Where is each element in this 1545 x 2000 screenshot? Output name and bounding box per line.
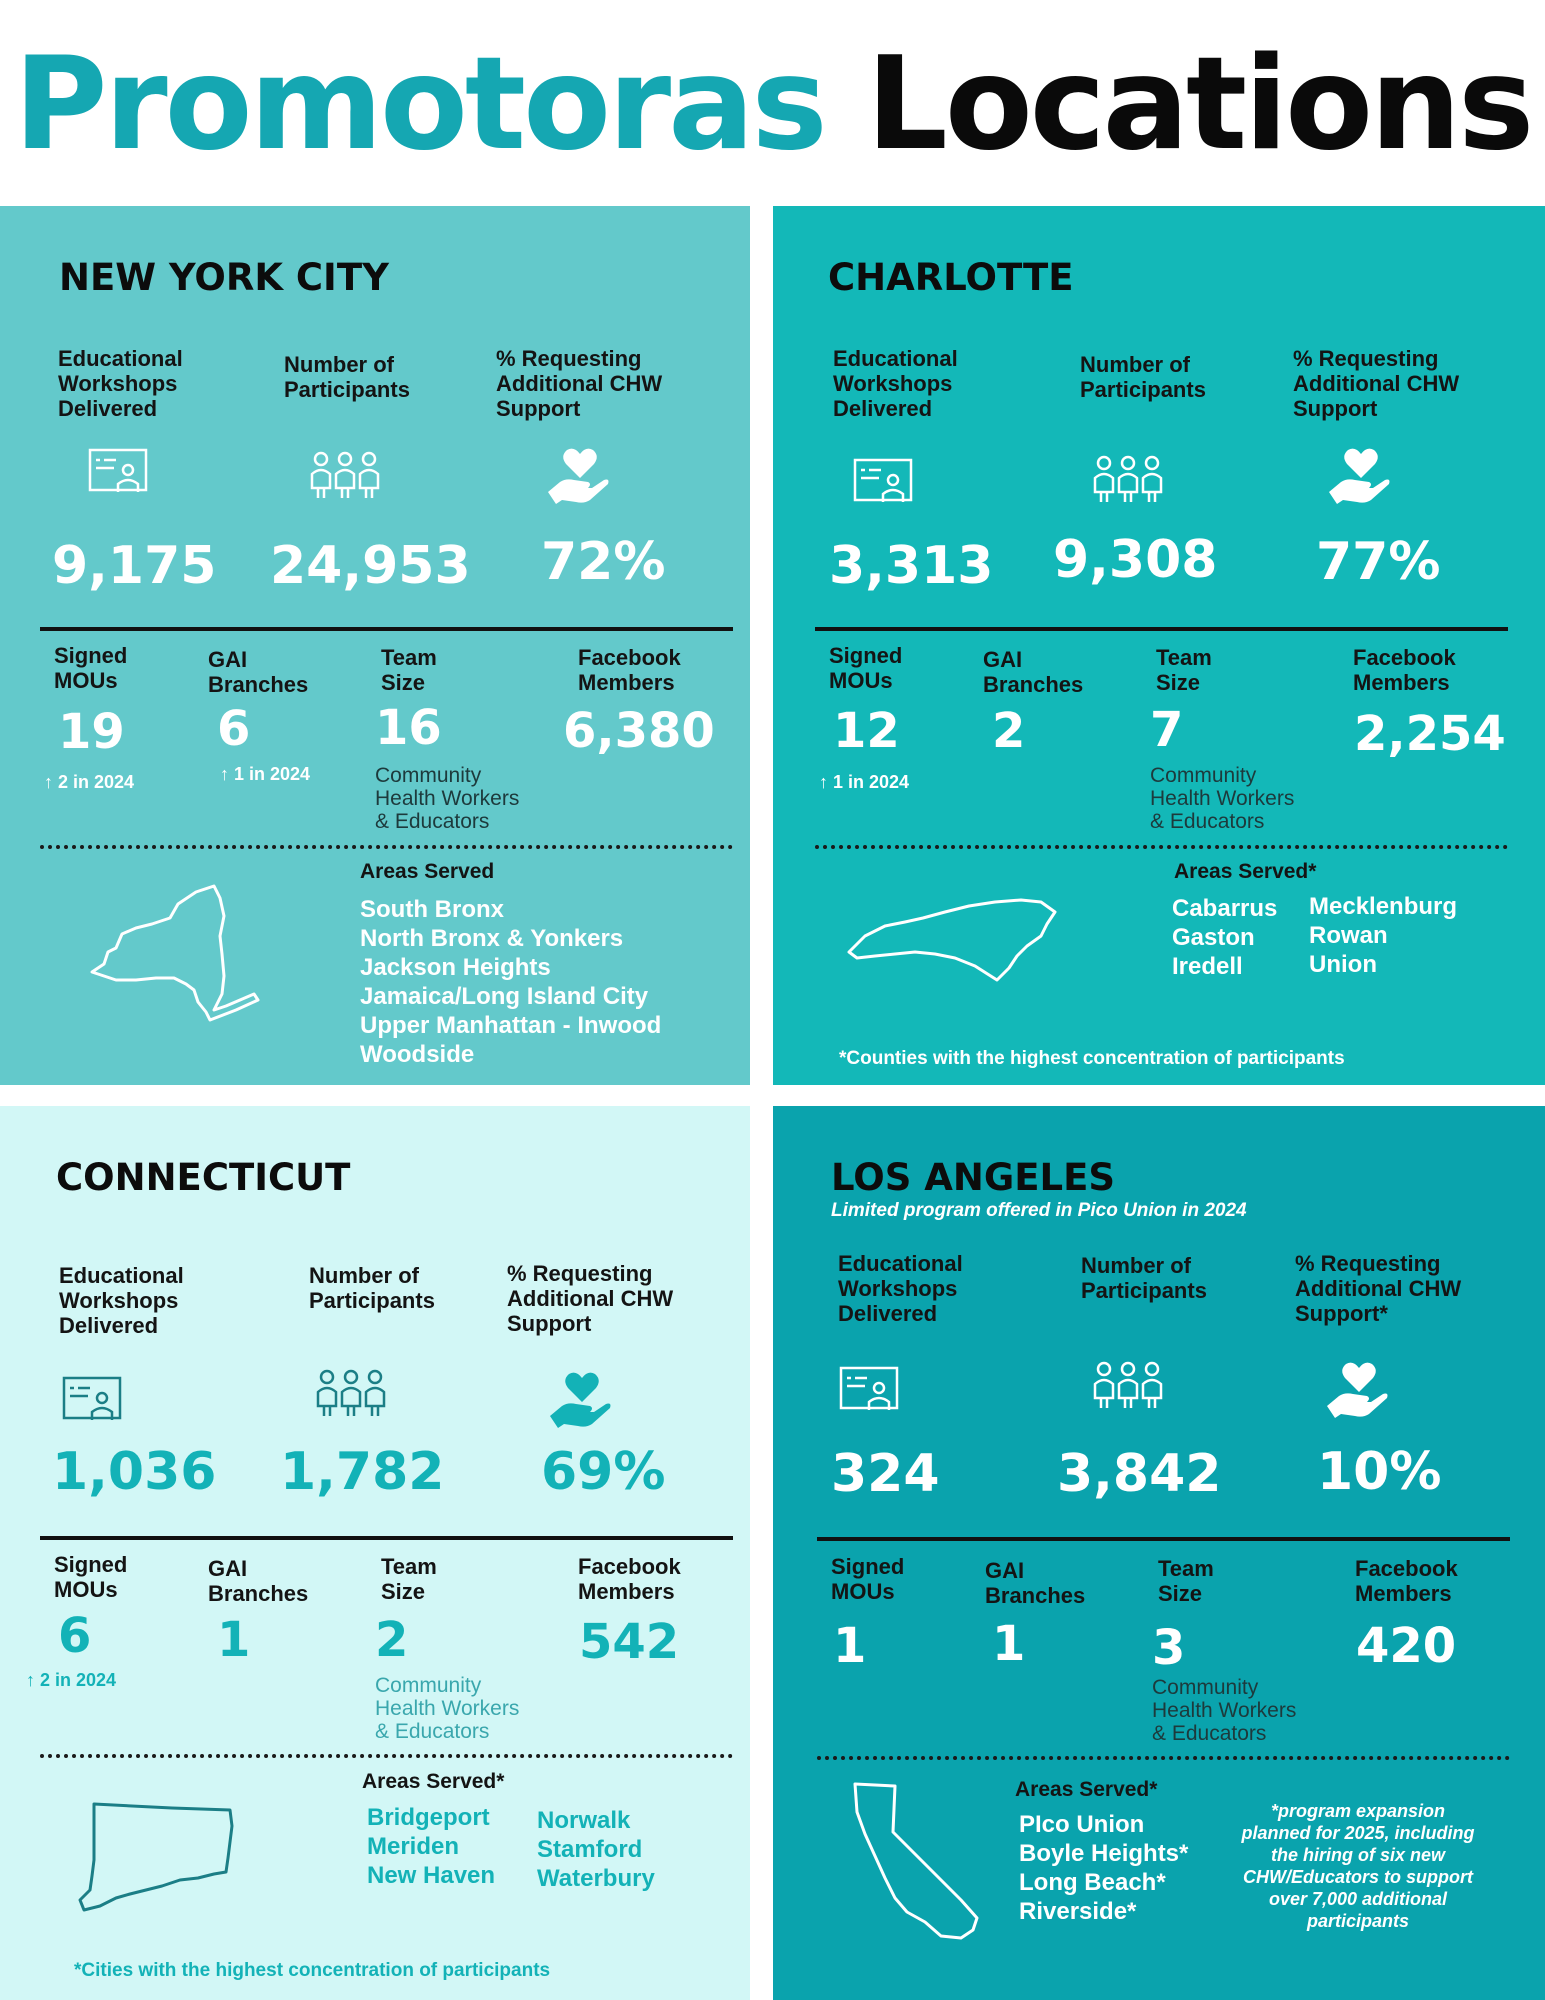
list-item: Stamford xyxy=(537,1836,643,1863)
list-item: South Bronx xyxy=(360,896,504,923)
nyc-areas-heading: Areas Served xyxy=(360,860,495,883)
list-item: Iredell xyxy=(1172,953,1243,980)
nyc-participants-value: 24,953 xyxy=(270,536,471,596)
list-item: New Haven xyxy=(367,1862,496,1889)
heart-in-hand-icon xyxy=(1325,444,1393,506)
nyc-mous-value: 19 xyxy=(58,704,125,760)
nyc-workshops-label: Educational Workshops Delivered xyxy=(58,346,183,421)
list-item: Upper Manhattan - Inwood xyxy=(360,1012,662,1039)
nyc-areas-list xyxy=(360,895,661,1069)
list-item: Woodside xyxy=(360,1041,475,1068)
los-angeles-subtitle: Limited program offered in Pico Union in 2024 xyxy=(831,1200,1247,1221)
presentation-board-icon xyxy=(62,1376,124,1426)
charlotte-areas-col2 xyxy=(1309,892,1457,979)
connecticut-mous-change: ↑ 2 in 2024 xyxy=(26,1670,117,1690)
nyc-team-description: Community Health Workers & Educators xyxy=(375,764,520,833)
charlotte-team-description: Community Health Workers & Educators xyxy=(1150,764,1295,833)
nyc-requesting-value: 72% xyxy=(541,532,666,592)
connecticut-branches-label: GAI Branches xyxy=(208,1556,309,1606)
divider xyxy=(40,627,733,631)
north-carolina-map-icon xyxy=(845,896,1059,988)
list-item: Meriden xyxy=(367,1833,460,1860)
charlotte-workshops-label: Educational Workshops Delivered xyxy=(833,346,958,421)
divider xyxy=(40,1536,733,1540)
charlotte-branches-label: GAI Branches xyxy=(983,647,1084,697)
list-item: Jamaica/Long Island City xyxy=(360,983,649,1010)
los-angeles-participants-value: 3,842 xyxy=(1057,1444,1222,1504)
charlotte-requesting-value: 77% xyxy=(1316,532,1441,592)
california-map-icon xyxy=(849,1780,989,1942)
presentation-board-icon xyxy=(88,448,150,498)
list-item: North Bronx & Yonkers xyxy=(360,925,624,952)
connecticut-facebook-label: Facebook Members xyxy=(578,1554,681,1604)
charlotte-mous-label: Signed MOUs xyxy=(829,643,903,693)
los-angeles-workshops-label: Educational Workshops Delivered xyxy=(838,1251,963,1326)
connecticut-participants-label: Number of Participants xyxy=(309,1263,435,1313)
nyc-facebook-value: 6,380 xyxy=(563,703,715,759)
dotted-divider xyxy=(817,1756,1510,1760)
heart-in-hand-icon xyxy=(544,444,612,506)
list-item: Gaston xyxy=(1172,924,1255,951)
connecticut-workshops-value: 1,036 xyxy=(52,1442,217,1502)
connecticut-workshops-label: Educational Workshops Delivered xyxy=(59,1263,184,1338)
list-item: Cabarrus xyxy=(1172,895,1278,922)
list-item: PIco Union xyxy=(1019,1811,1145,1838)
connecticut-branches-value: 1 xyxy=(217,1612,251,1668)
los-angeles-team-value: 3 xyxy=(1152,1620,1186,1676)
connecticut-requesting-value: 69% xyxy=(541,1442,666,1502)
los-angeles-branches-label: GAI Branches xyxy=(985,1558,1086,1608)
los-angeles-team-label: Team Size xyxy=(1158,1556,1214,1606)
charlotte-requesting-label: % Requesting Additional CHW Support xyxy=(1293,346,1460,421)
connecticut-areas-heading: Areas Served* xyxy=(362,1770,505,1793)
connecticut-city-name: CONNECTICUT xyxy=(56,1156,351,1199)
divider xyxy=(815,627,1508,631)
nyc-facebook-label: Facebook Members xyxy=(578,645,681,695)
nyc-branches-change: ↑ 1 in 2024 xyxy=(220,764,311,784)
nyc-mous-label: Signed MOUs xyxy=(54,643,128,693)
new-york-state-map-icon xyxy=(86,882,262,1026)
los-angeles-branches-value: 1 xyxy=(992,1616,1026,1672)
connecticut-panel xyxy=(0,1106,750,2000)
page-title xyxy=(0,30,1545,180)
los-angeles-expansion-note: *program expansion planned for 2025, including the hiring of six new CHW/Educators to support over 7,000 additional participants xyxy=(1241,1801,1475,1931)
people-group-icon xyxy=(308,450,382,502)
connecticut-facebook-value: 542 xyxy=(579,1614,680,1670)
list-item: Rowan xyxy=(1309,922,1388,949)
charlotte-areas-heading: Areas Served* xyxy=(1174,860,1317,883)
nyc-mous-change: ↑ 2 in 2024 xyxy=(44,772,135,792)
charlotte-mous-value: 12 xyxy=(833,703,900,759)
los-angeles-city-name: LOS ANGELES xyxy=(831,1156,1115,1199)
list-item: Riverside* xyxy=(1019,1898,1137,1925)
list-item: Boyle Heights* xyxy=(1019,1840,1189,1867)
los-angeles-requesting-value: 10% xyxy=(1317,1442,1442,1502)
connecticut-mous-label: Signed MOUs xyxy=(54,1552,128,1602)
people-group-icon xyxy=(1091,1360,1165,1412)
dotted-divider xyxy=(815,845,1508,849)
charlotte-participants-label: Number of Participants xyxy=(1080,352,1206,402)
connecticut-areas-col1 xyxy=(367,1803,495,1890)
list-item: Union xyxy=(1309,951,1377,978)
heart-in-hand-icon xyxy=(546,1368,614,1430)
los-angeles-team-description: Community Health Workers & Educators xyxy=(1152,1676,1297,1745)
charlotte-team-label: Team Size xyxy=(1156,645,1212,695)
nyc-workshops-value: 9,175 xyxy=(52,536,217,596)
connecticut-map-icon xyxy=(76,1800,236,1914)
list-item: Waterbury xyxy=(537,1865,655,1892)
nyc-team-value: 16 xyxy=(375,700,442,756)
list-item: Norwalk xyxy=(537,1807,631,1834)
charlotte-facebook-value: 2,254 xyxy=(1354,706,1506,762)
los-angeles-areas-heading: Areas Served* xyxy=(1015,1778,1158,1801)
charlotte-branches-value: 2 xyxy=(992,703,1026,759)
title-part-promotoras: Promotoras xyxy=(13,30,825,179)
nyc-branches-value: 6 xyxy=(217,701,251,757)
los-angeles-requesting-label: % Requesting Additional CHW Support* xyxy=(1295,1251,1462,1326)
charlotte-areas-col1 xyxy=(1172,894,1277,981)
connecticut-team-value: 2 xyxy=(375,1612,409,1668)
charlotte-mous-change: ↑ 1 in 2024 xyxy=(819,772,910,792)
list-item: Long Beach* xyxy=(1019,1869,1166,1896)
presentation-board-icon xyxy=(839,1366,901,1416)
divider xyxy=(817,1537,1510,1541)
list-item: Mecklenburg xyxy=(1309,893,1458,920)
charlotte-team-value: 7 xyxy=(1150,702,1184,758)
los-angeles-panel xyxy=(773,1106,1545,2000)
connecticut-areas-col2 xyxy=(537,1806,655,1893)
heart-in-hand-icon xyxy=(1323,1358,1391,1420)
connecticut-requesting-label: % Requesting Additional CHW Support xyxy=(507,1261,674,1336)
presentation-board-icon xyxy=(853,458,915,508)
nyc-city-name: NEW YORK CITY xyxy=(59,256,389,299)
charlotte-workshops-value: 3,313 xyxy=(829,536,994,596)
los-angeles-facebook-label: Facebook Members xyxy=(1355,1556,1458,1606)
charlotte-participants-value: 9,308 xyxy=(1053,530,1218,590)
los-angeles-mous-label: Signed MOUs xyxy=(831,1554,905,1604)
los-angeles-workshops-value: 324 xyxy=(831,1444,940,1504)
list-item: Bridgeport xyxy=(367,1804,490,1831)
nyc-branches-label: GAI Branches xyxy=(208,647,309,697)
los-angeles-participants-label: Number of Participants xyxy=(1081,1253,1207,1303)
title-part-locations: Locations xyxy=(866,30,1532,179)
list-item: Jackson Heights xyxy=(360,954,551,981)
connecticut-footnote: *Cities with the highest concentration of participants xyxy=(74,1960,551,1981)
nyc-team-label: Team Size xyxy=(381,645,437,695)
connecticut-team-label: Team Size xyxy=(381,1554,437,1604)
charlotte-city-name: CHARLOTTE xyxy=(828,256,1074,299)
los-angeles-mous-value: 1 xyxy=(833,1618,867,1674)
connecticut-participants-value: 1,782 xyxy=(280,1442,445,1502)
people-group-icon xyxy=(314,1368,388,1420)
charlotte-panel xyxy=(773,206,1545,1085)
los-angeles-facebook-value: 420 xyxy=(1356,1618,1457,1674)
dotted-divider xyxy=(40,1754,733,1758)
nyc-requesting-label: % Requesting Additional CHW Support xyxy=(496,346,663,421)
people-group-icon xyxy=(1091,454,1165,506)
connecticut-team-description: Community Health Workers & Educators xyxy=(375,1674,520,1743)
los-angeles-areas-list xyxy=(1019,1810,1188,1926)
connecticut-mous-value: 6 xyxy=(58,1608,92,1664)
nyc-panel xyxy=(0,206,750,1085)
nyc-participants-label: Number of Participants xyxy=(284,352,410,402)
charlotte-footnote: *Counties with the highest concentration of participants xyxy=(839,1048,1345,1069)
dotted-divider xyxy=(40,845,733,849)
charlotte-facebook-label: Facebook Members xyxy=(1353,645,1456,695)
